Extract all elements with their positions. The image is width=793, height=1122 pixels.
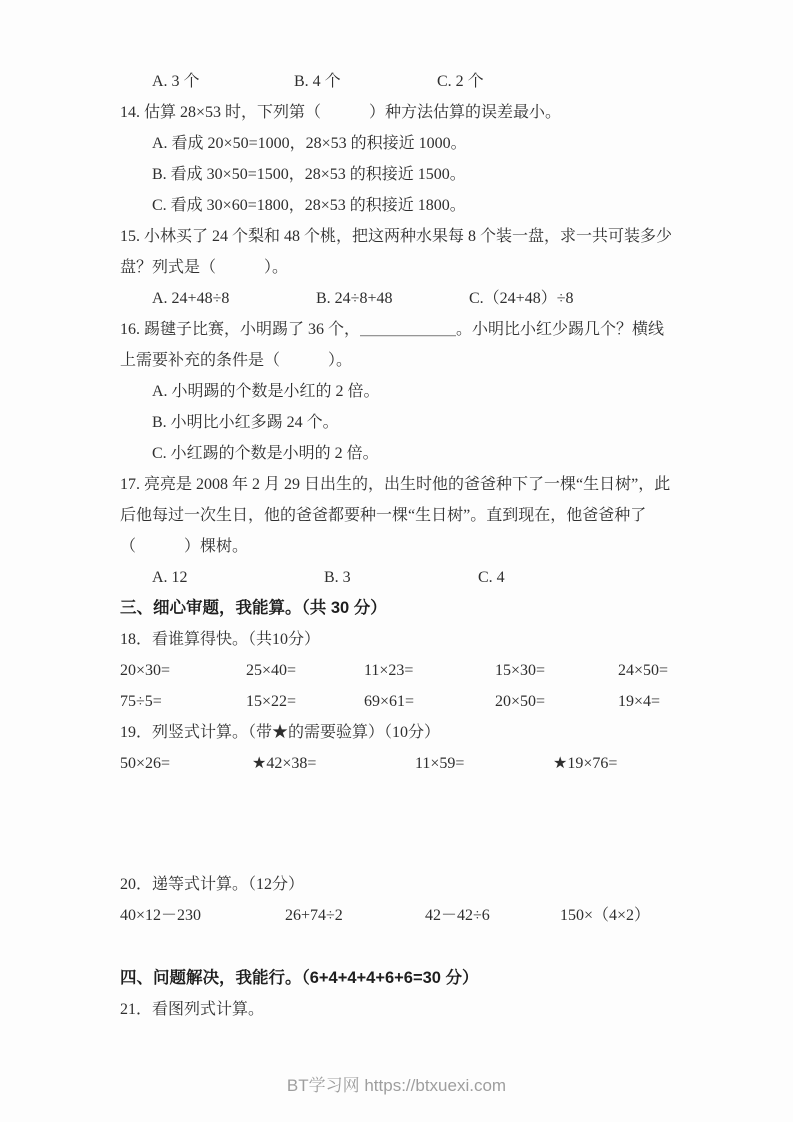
question-21-title: 21．看图列式计算。 xyxy=(120,1001,265,1018)
question-16-option-c: C. 小红踢的个数是小明的 2 倍。 xyxy=(152,445,379,462)
working-space xyxy=(120,931,685,963)
calc-expression: 20×50= xyxy=(495,693,546,710)
calc-expression: 11×59= xyxy=(415,755,465,772)
calc-expression: 25×40= xyxy=(246,662,297,679)
calc-expression: 20×30= xyxy=(120,662,171,679)
question-17-stem-line1: 17. 亮亮是 2008 年 2 月 29 日出生的，出生时他的爸爸种下了一棵“生日树”，此 xyxy=(120,476,671,493)
question-20-calc-row xyxy=(120,900,685,931)
question-19-title: 19．列竖式计算。（带★的需要验算）（10分） xyxy=(120,724,441,741)
question-15-stem-line2: 盘？列式是（ ）。 xyxy=(120,259,289,276)
option-a: A. 3 个 xyxy=(152,73,200,90)
calc-expression: 15×30= xyxy=(495,662,546,679)
question-20-title: 20．递等式计算。（12分） xyxy=(120,876,305,893)
calc-expression: 50×26= xyxy=(120,755,171,772)
calc-expression: 24×50= xyxy=(618,662,669,679)
question-14-option-b: B. 看成 30×50=1500，28×53 的积接近 1500。 xyxy=(152,166,466,183)
section-3-heading: 三、细心审题，我能算。（共 30 分） xyxy=(120,599,387,617)
calc-expression: 69×61= xyxy=(364,693,415,710)
working-space xyxy=(120,779,685,869)
question-13-options-row xyxy=(120,66,685,97)
question-14-option-a: A. 看成 20×50=1000，28×53 的积接近 1000。 xyxy=(152,135,467,152)
calc-expression: 11×23= xyxy=(364,662,414,679)
calc-expression: 19×4= xyxy=(618,693,661,710)
option-a: A. 24+48÷8 xyxy=(152,290,230,307)
question-17-stem-line3: （ ）棵树。 xyxy=(120,538,249,555)
question-18-calc-row-2 xyxy=(120,686,685,717)
question-15-stem-line1: 15. 小林买了 24 个梨和 48 个桃，把这两种水果每 8 个装一盘，求一共可装多少 xyxy=(120,228,673,245)
question-16-stem-line2: 上需要补充的条件是（ ）。 xyxy=(120,352,353,369)
calc-expression: 75÷5= xyxy=(120,693,162,710)
calc-expression: ★42×38= xyxy=(252,755,317,772)
calc-expression: 150×（4×2） xyxy=(560,907,651,924)
question-14-stem: 14. 估算 28×53 时，下列第（ ）种方法估算的误差最小。 xyxy=(120,104,562,121)
question-18-title: 18．看谁算得快。（共10分） xyxy=(120,631,321,648)
option-b: B. 3 xyxy=(324,569,351,586)
option-b: B. 24÷8+48 xyxy=(316,290,393,307)
question-16-option-a: A. 小明踢的个数是小红的 2 倍。 xyxy=(152,383,380,400)
calc-expression: 40×12－230 xyxy=(120,907,202,924)
question-17-options-row xyxy=(120,562,685,593)
option-c: C. 2 个 xyxy=(437,73,484,90)
calc-expression: 26+74÷2 xyxy=(285,907,343,924)
section-4-heading: 四、问题解决，我能行。（6+4+4+4+6+6=30 分） xyxy=(120,969,479,987)
option-a: A. 12 xyxy=(152,569,188,586)
site-watermark: BT学习网 https://btxuexi.com xyxy=(286,1076,507,1095)
question-16-stem-line1: 16. 踢毽子比赛，小明踢了 36 个，＿＿＿＿＿＿。小明比小红少踢几个？横线 xyxy=(120,321,665,338)
option-c: C. 4 xyxy=(478,569,505,586)
option-c: C.（24+48）÷8 xyxy=(469,290,574,307)
question-16-option-b: B. 小明比小红多踢 24 个。 xyxy=(152,414,339,431)
question-18-calc-row-1 xyxy=(120,655,685,686)
question-15-options-row xyxy=(120,283,685,314)
question-14-option-c: C. 看成 30×60=1800，28×53 的积接近 1800。 xyxy=(152,197,466,214)
calc-expression: ★19×76= xyxy=(553,755,618,772)
question-17-stem-line2: 后他每过一次生日，他的爸爸都要种一棵“生日树”。直到现在，他爸爸种了 xyxy=(120,507,647,524)
calc-expression: 42－42÷6 xyxy=(425,907,490,924)
calc-expression: 15×22= xyxy=(246,693,297,710)
question-19-calc-row xyxy=(120,748,685,779)
option-b: B. 4 个 xyxy=(294,73,341,90)
